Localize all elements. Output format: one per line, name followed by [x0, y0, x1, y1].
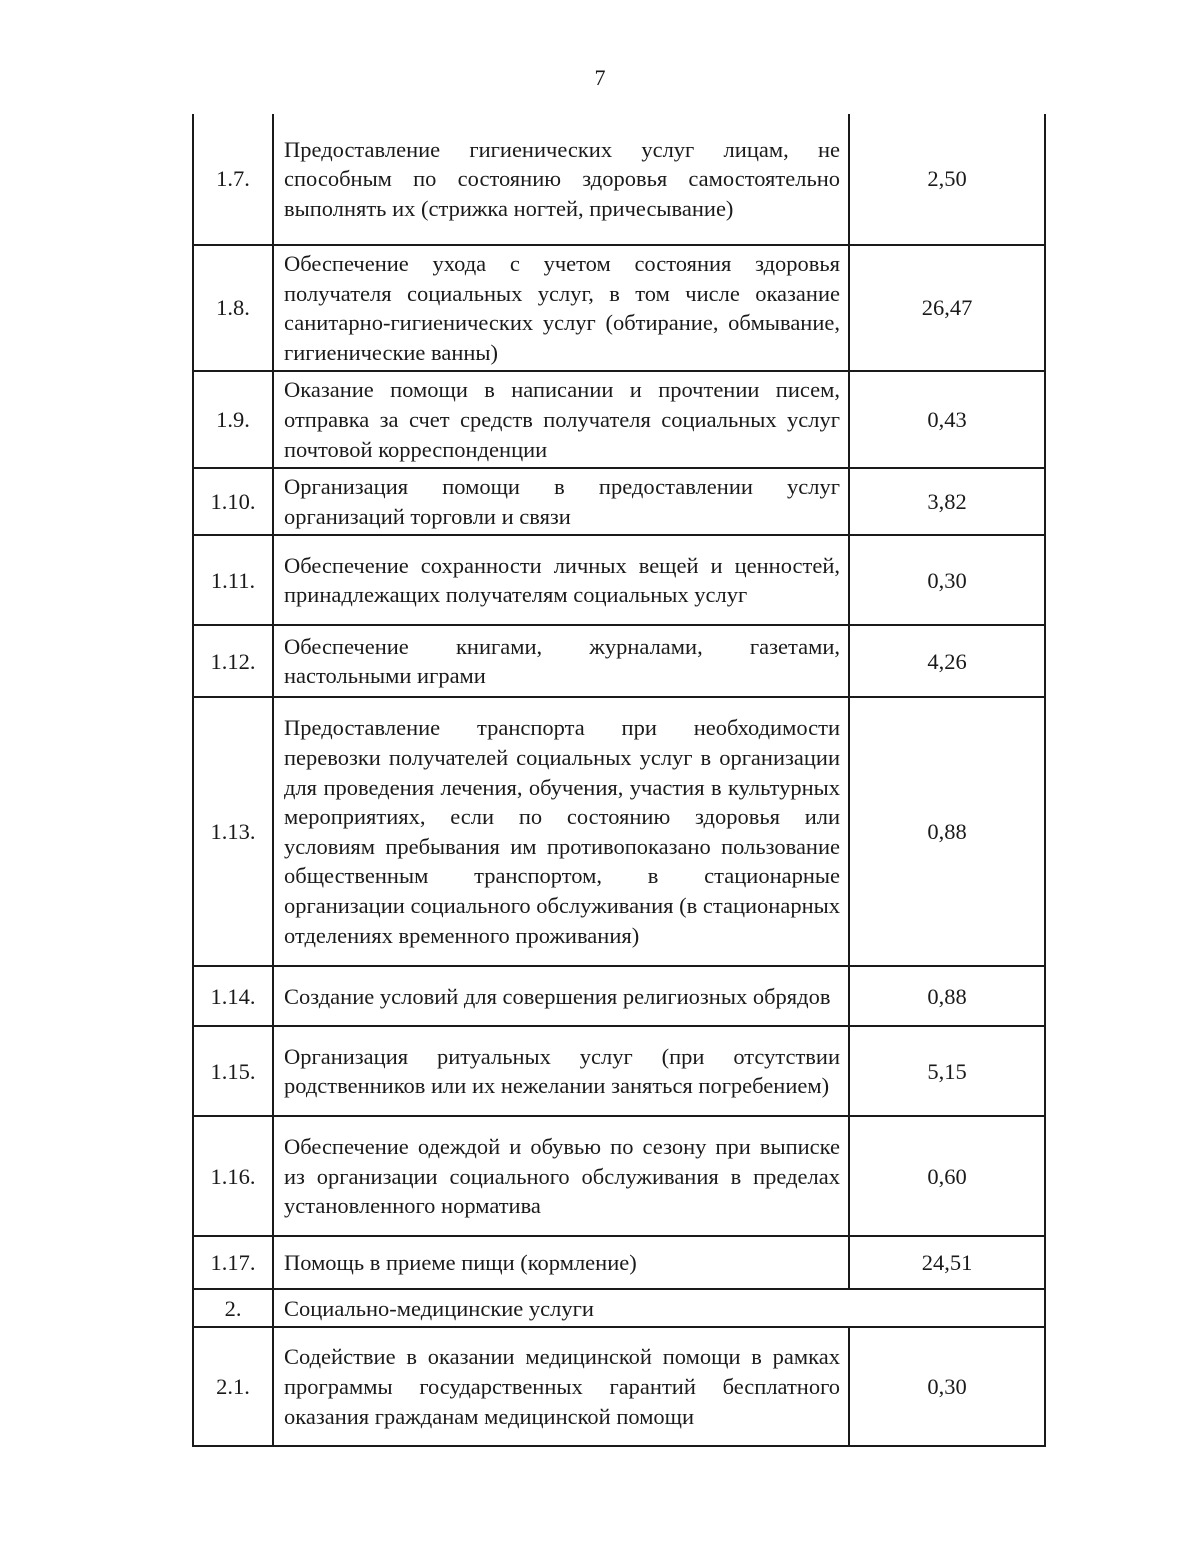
page-number: 7	[594, 65, 606, 90]
table-row	[193, 625, 1045, 697]
row-number: 1.7.	[193, 114, 273, 245]
service-description: Обеспечение сохранности личных вещей и ценностей, принадлежащих получателям социальных услуг	[273, 535, 849, 625]
service-description: Организация ритуальных услуг (при отсутствии родственников или их нежелании заняться погребением)	[273, 1026, 849, 1116]
service-value: 26,47	[849, 245, 1045, 371]
row-number: 1.10.	[193, 468, 273, 535]
service-value: 0,60	[849, 1116, 1045, 1236]
service-value: 3,82	[849, 468, 1045, 535]
row-number: 1.13.	[193, 697, 273, 966]
row-number: 1.11.	[193, 535, 273, 625]
table-row	[193, 371, 1045, 468]
row-number: 1.17.	[193, 1236, 273, 1289]
service-value: 24,51	[849, 1236, 1045, 1289]
service-description: Предоставление транспорта при необходимости перевозки получателей социальных услуг в организации для проведения лечения, обучения, участия в культурных мероприятиях, если по состоянию здоровья или условиям пребывания им противопоказано пользование общественным транспортом, в стационарные организации социального обслуживания (в стационарных отделениях временного проживания)	[273, 697, 849, 966]
service-description: Создание условий для совершения религиозных обрядов	[273, 966, 849, 1026]
service-value: 0,43	[849, 371, 1045, 468]
service-description: Помощь в приеме пищи (кормление)	[273, 1236, 849, 1289]
table-row	[193, 697, 1045, 966]
table-row	[193, 468, 1045, 535]
service-value: 0,30	[849, 535, 1045, 625]
service-description: Предоставление гигиенических услуг лицам, не способным по состоянию здоровья самостоятельно выполнять их (стрижка ногтей, причесывание)	[273, 114, 849, 245]
row-number: 1.14.	[193, 966, 273, 1026]
table-row	[193, 1236, 1045, 1289]
service-description: Организация помощи в предоставлении услуг организаций торговли и связи	[273, 468, 849, 535]
table-row	[193, 1327, 1045, 1446]
service-description: Содействие в оказании медицинской помощи в рамках программы государственных гарантий бесплатного оказания гражданам медицинской помощи	[273, 1327, 849, 1446]
service-value: 0,30	[849, 1327, 1045, 1446]
table-row	[193, 1116, 1045, 1236]
row-number: 2.1.	[193, 1327, 273, 1446]
table-row	[193, 966, 1045, 1026]
section-row	[193, 1289, 1045, 1327]
row-number: 1.12.	[193, 625, 273, 697]
service-description: Оказание помощи в написании и прочтении писем, отправка за счет средств получателя социальных услуг почтовой корреспонденции	[273, 371, 849, 468]
row-number: 1.9.	[193, 371, 273, 468]
section-number: 2.	[193, 1289, 273, 1327]
section-title: Социально-медицинские услуги	[273, 1289, 1045, 1327]
services-table	[192, 114, 1046, 1447]
service-description: Обеспечение одеждой и обувью по сезону при выписке из организации социального обслуживания в пределах установленного норматива	[273, 1116, 849, 1236]
table-row	[193, 1026, 1045, 1116]
service-value: 0,88	[849, 697, 1045, 966]
service-description: Обеспечение книгами, журналами, газетами, настольными играми	[273, 625, 849, 697]
service-description: Обеспечение ухода с учетом состояния здоровья получателя социальных услуг, в том числе оказание санитарно-гигиенических услуг (обтирание, обмывание, гигиенические ванны)	[273, 245, 849, 371]
service-value: 2,50	[849, 114, 1045, 245]
row-number: 1.15.	[193, 1026, 273, 1116]
service-value: 5,15	[849, 1026, 1045, 1116]
service-value: 0,88	[849, 966, 1045, 1026]
row-number: 1.8.	[193, 245, 273, 371]
table-row	[193, 535, 1045, 625]
table-row	[193, 114, 1045, 245]
row-number: 1.16.	[193, 1116, 273, 1236]
table-row	[193, 245, 1045, 371]
service-value: 4,26	[849, 625, 1045, 697]
